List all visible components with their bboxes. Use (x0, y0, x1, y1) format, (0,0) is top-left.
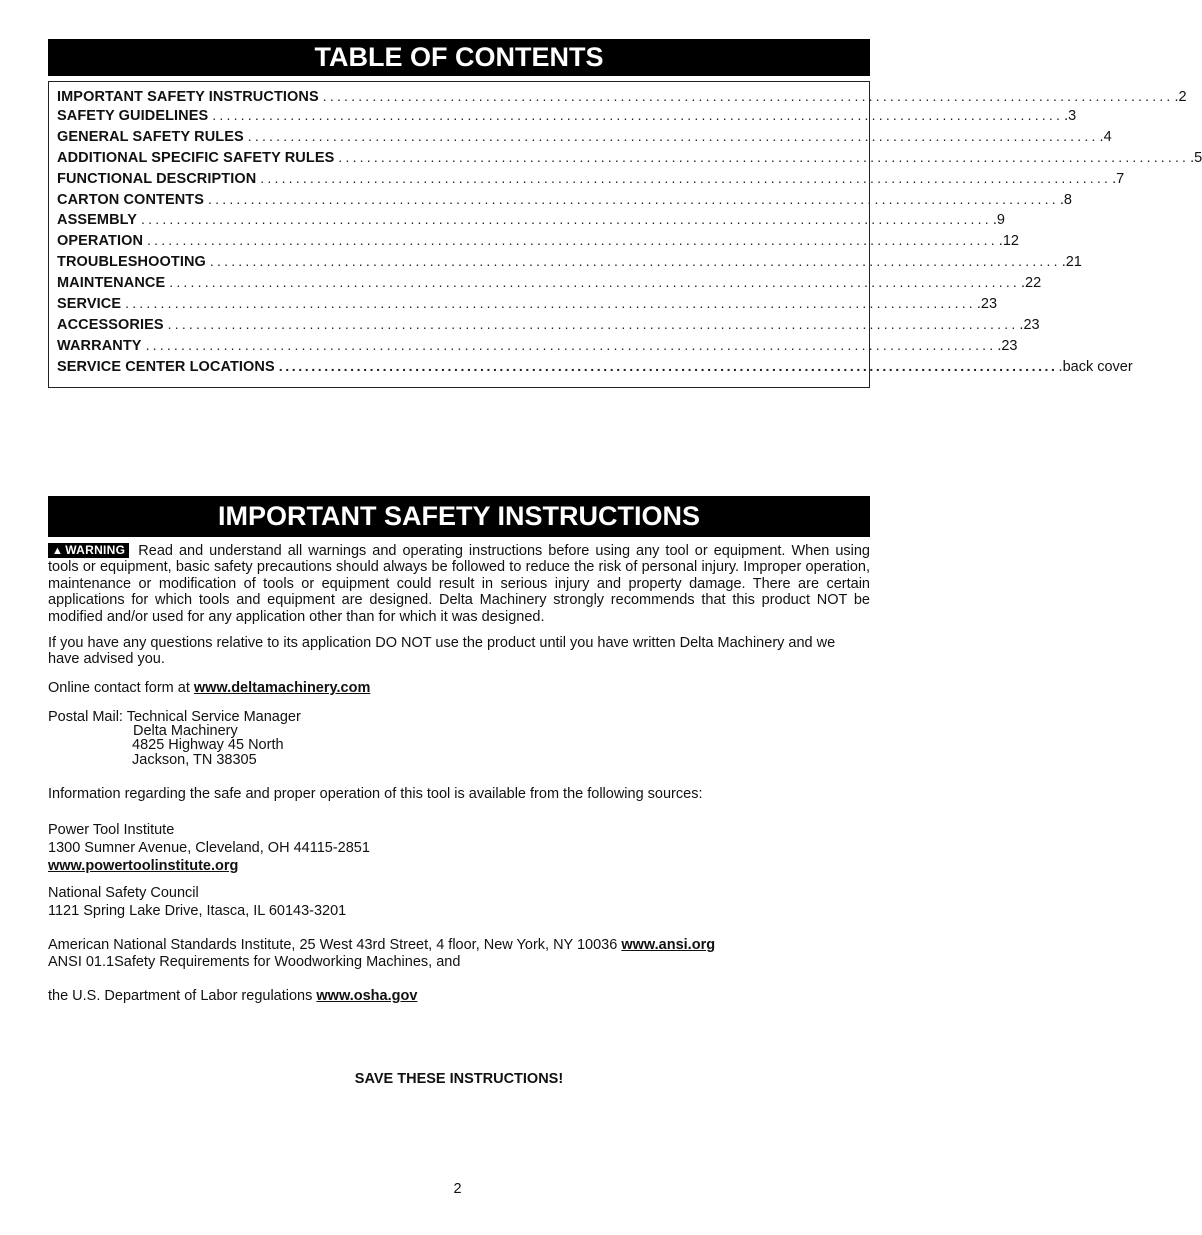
toc-entry-page: .4 (1099, 129, 1112, 145)
info-sources-text: Information regarding the safe and proper operation of this tool is available from the following sources: (48, 786, 703, 802)
warning-triangle-icon: ▲ (52, 545, 64, 557)
safety-heading: IMPORTANT SAFETY INSTRUCTIONS (48, 496, 870, 537)
warning-text: Read and understand all warnings and operating instructions before using any tool or equipment. When using tools or equipment, basic safety precautions should always be followed to reduce the risk of personal injury. Improper operation, maintenance or modification of tools or equipment could result in serious injury and property damage. There are certain applications for which tools and equipment are designed. Delta Machinery strongly recommends that this product NOT be modified and/or used for any application other than for which it was designed. (48, 543, 870, 625)
powertoolinstitute-link[interactable]: www.powertoolinstitute.org (48, 858, 239, 874)
postal-line: 4825 Highway 45 North (132, 737, 284, 754)
deltamachinery-link[interactable]: www.deltamachinery.com (193, 680, 371, 696)
toc-entry-title: OPERATION (57, 233, 144, 249)
ansi-text: American National Standards Institute, 25 West 43rd Street, 4 floor, New York, NY 10036 (48, 937, 622, 953)
toc-entry-page: .9 (992, 212, 1005, 228)
toc-entry: ADDITIONAL SPECIFIC SAFETY RULES ........................................................................................................................ .5 (57, 149, 1202, 166)
toc-entry-page: .12 (998, 233, 1019, 249)
toc-entry: SERVICE CENTER LOCATIONS ........................................................................................................................ .back cover (57, 358, 1133, 375)
osha-line (48, 988, 870, 1004)
postal-label: Postal Mail: Technical Service Manager (48, 709, 301, 725)
toc-entry-page: .23 (976, 296, 998, 312)
toc-entry-page: .8 (1059, 192, 1072, 208)
toc-entry-title: SERVICE CENTER LOCATIONS (57, 359, 275, 375)
toc-entry: IMPORTANT SAFETY INSTRUCTIONS ........................................................................................................................ .2 (57, 88, 1187, 105)
toc-entry-title: ACCESSORIES (57, 317, 164, 333)
toc-entry-page: .23 (997, 338, 1018, 354)
postal-line: Delta Machinery (133, 723, 238, 740)
warning-label: WARNING (65, 543, 126, 557)
toc-entry: CARTON CONTENTS ........................................................................................................................ .8 (57, 191, 1072, 208)
toc-entry: GENERAL SAFETY RULES ........................................................................................................................ .4 (57, 128, 1112, 145)
toc-entry-title: SAFETY GUIDELINES (57, 108, 209, 124)
toc-entry-title: SERVICE (57, 296, 122, 312)
toc-entry-page: .5 (1190, 150, 1202, 166)
toc-entry: SERVICE ........................................................................................................................ .23 (57, 295, 998, 312)
ansi-link[interactable]: www.ansi.org (621, 937, 716, 953)
nsc-block (48, 884, 870, 920)
toc-entry: OPERATION ........................................................................................................................ .12 (57, 232, 1019, 249)
toc-entry-title: IMPORTANT SAFETY INSTRUCTIONS (57, 89, 319, 105)
online-contact-label: Online contact form at (48, 680, 194, 696)
postal-line: Jackson, TN 38305 (132, 751, 257, 768)
toc-heading: TABLE OF CONTENTS (48, 39, 870, 76)
toc-entry-page: .7 (1112, 171, 1125, 187)
page-number: 2 (453, 1181, 462, 1197)
toc-entry-title: GENERAL SAFETY RULES (57, 129, 244, 145)
osha-link[interactable]: www.osha.gov (316, 988, 418, 1004)
questions-paragraph: If you have any questions relative to its application DO NOT use the product until you have written Delta Machinery and we have advised you. (48, 635, 836, 668)
toc-entry-title: WARRANTY (57, 338, 142, 354)
toc-entry-page: .back cover (1058, 359, 1133, 375)
warning-badge (48, 543, 129, 558)
toc-entry-title: ASSEMBLY (57, 212, 138, 228)
toc-entry-title: ADDITIONAL SPECIFIC SAFETY RULES (57, 150, 335, 166)
toc-entry: ACCESSORIES ........................................................................................................................ .23 (57, 316, 1040, 333)
save-instructions: SAVE THESE INSTRUCTIONS! (354, 1071, 564, 1087)
toc-entry: SAFETY GUIDELINES ........................................................................................................................ .3 (57, 107, 1077, 124)
postal-address (48, 710, 870, 767)
toc-entry: ASSEMBLY ........................................................................................................................ .9 (57, 211, 1005, 228)
online-contact (48, 680, 870, 696)
ansi-block (48, 937, 870, 971)
toc-entry: FUNCTIONAL DESCRIPTION ........................................................................................................................ .7 (57, 170, 1125, 187)
ansi-standard: ANSI 01.1Safety Requirements for Woodworking Machines, and (48, 954, 461, 970)
toc-entry: MAINTENANCE ........................................................................................................................ .22 (57, 274, 1042, 291)
pti-address: 1300 Sumner Avenue, Cleveland, OH 44115-2851 (48, 840, 370, 856)
warning-paragraph (48, 543, 870, 625)
toc-entry-title: TROUBLESHOOTING (57, 254, 206, 270)
toc-box (48, 81, 1202, 388)
nsc-name: National Safety Council (48, 885, 199, 901)
toc-entry-page: .23 (1019, 317, 1040, 333)
toc-entry: WARRANTY ........................................................................................................................ .23 (57, 337, 1018, 354)
toc-entry: TROUBLESHOOTING ........................................................................................................................ .21 (57, 253, 1082, 270)
toc-entry-page: .22 (1021, 275, 1042, 291)
toc-entry-title: MAINTENANCE (57, 275, 166, 291)
nsc-address: 1121 Spring Lake Drive, Itasca, IL 60143-3201 (48, 903, 347, 919)
toc-entry-page: .21 (1061, 254, 1082, 270)
toc-entry-title: CARTON CONTENTS (57, 192, 205, 208)
osha-text: the U.S. Department of Labor regulations (48, 988, 317, 1004)
toc-entry-page: .2 (1174, 89, 1187, 105)
toc-entry-page: .3 (1064, 108, 1077, 124)
pti-name: Power Tool Institute (48, 822, 175, 838)
toc-entry-title: FUNCTIONAL DESCRIPTION (57, 171, 257, 187)
pti-block (48, 821, 870, 875)
